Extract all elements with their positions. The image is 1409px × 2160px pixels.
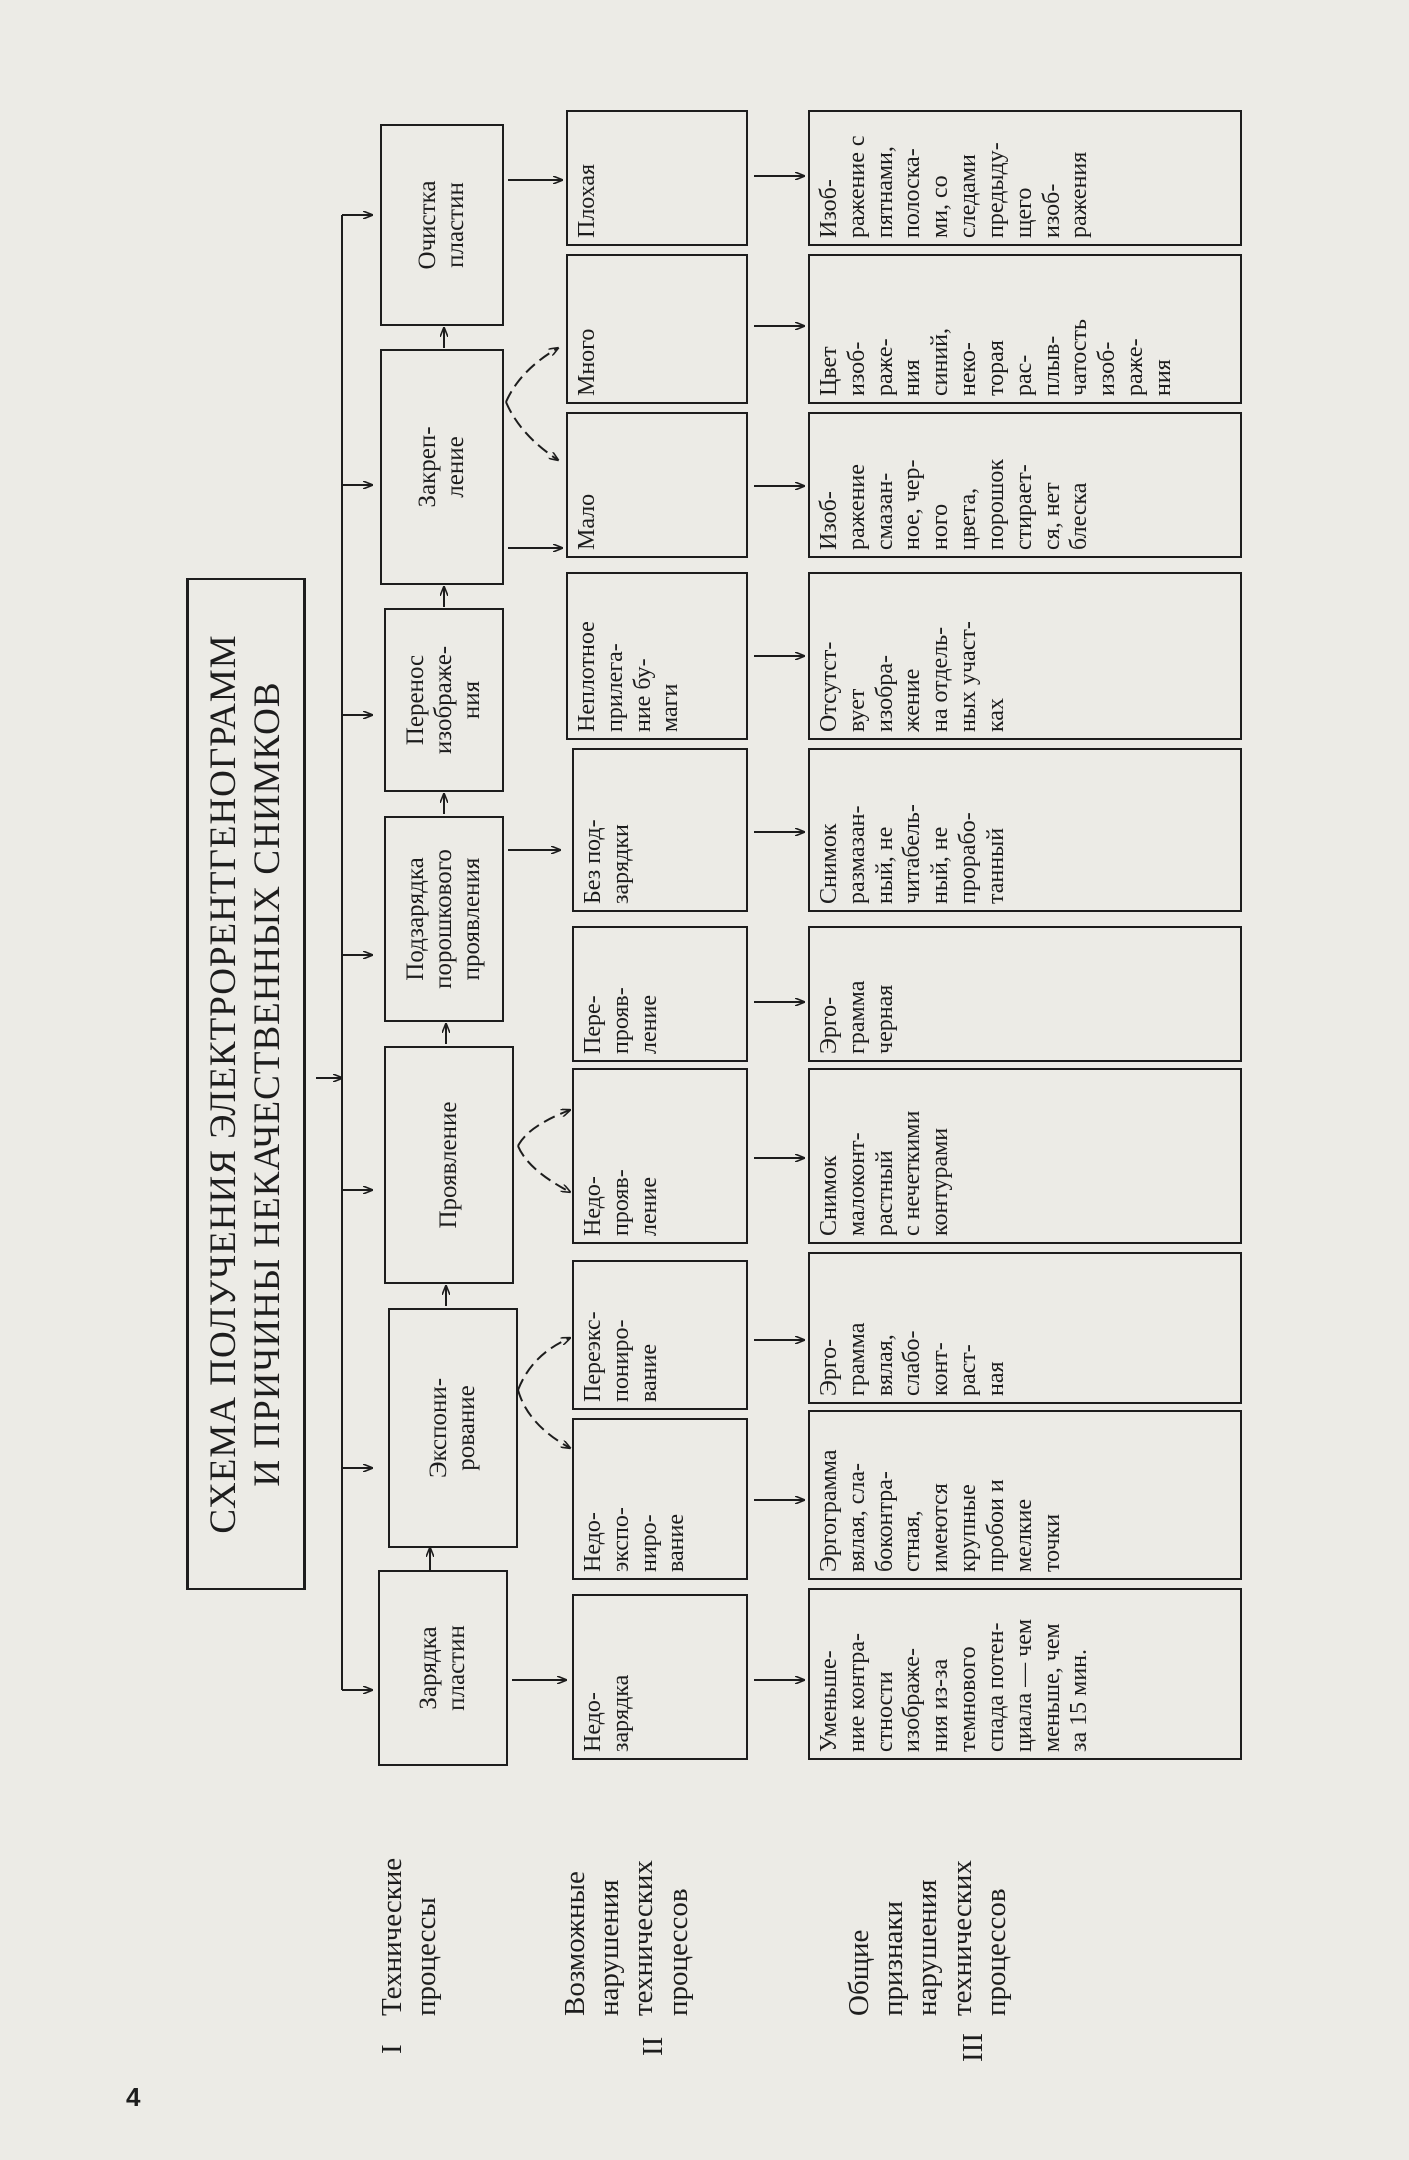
row-label-violations-text: Возможные нарушения технических процессов [559, 1860, 694, 2016]
violation-cell [566, 254, 748, 404]
process-box-development [384, 1046, 514, 1284]
sign-cell [808, 926, 1242, 1062]
process-box-transfer [384, 608, 504, 792]
violation-cell [572, 1260, 748, 1410]
sign-text: Изоб- ражение смазан- ное, чер- ного цвета, порошок стирает- ся, нет блеска [816, 459, 1093, 550]
process-label: Подзарядка порошкового проявления [402, 849, 485, 989]
sign-text: Изоб- ражение с пятнами, полоска- ми, со следами предыду- щего изоб- ражения [816, 135, 1093, 238]
process-box-exposure [388, 1308, 518, 1548]
violation-cell [572, 748, 748, 912]
row-numeral-3: III [957, 2033, 989, 2062]
violation-text: Недо- зарядка [580, 1674, 634, 1752]
row-numeral-2: II [637, 2036, 669, 2056]
process-label: Перенос изображе- ния [402, 645, 485, 755]
process-label: Зарядка пластин [415, 1625, 470, 1711]
sign-cell [808, 1410, 1242, 1580]
process-box-charging [378, 1570, 508, 1766]
violation-text: Без под- зарядки [580, 819, 634, 904]
process-box-fixing [380, 349, 504, 585]
violation-cell [572, 1594, 748, 1760]
violation-text: Переэкс- пониро- вание [580, 1311, 662, 1402]
row-label-violations [558, 1856, 695, 2056]
violation-text: Мало [574, 493, 600, 550]
row-label-signs-text: Общие признаки нарушения технических процессов [843, 1860, 1012, 2016]
violation-cell [566, 412, 748, 558]
sign-text: Уменьше- ние контра- стности изображе- ния из-за темнового спада потен- циала — чем меньше, чем за 15 мин. [816, 1618, 1093, 1752]
sign-text: Эрго- грамма черная [816, 980, 898, 1054]
violation-cell [572, 1418, 748, 1580]
violation-text: Недо- прояв- ление [580, 1169, 662, 1236]
process-box-recharge [384, 816, 504, 1022]
row-label-processes [375, 1857, 443, 2054]
violation-text: Пере- прояв- ление [580, 987, 662, 1054]
violation-text: Неплотное прилега- ние бу- маги [574, 621, 684, 732]
sign-text: Снимок размазан- ный, не читабель- ный, не прорабо- танный [816, 804, 1009, 904]
sign-cell [808, 1252, 1242, 1404]
page-number: 4 [126, 2082, 141, 2112]
title-line-1: СХЕМА ПОЛУЧЕНИЯ ЭЛЕКТРОРЕНТГЕНОГРАММ [202, 634, 244, 1534]
violation-cell [566, 110, 748, 246]
sign-text: Эргограмма вялая, сла- боконтра- стная, имеются крупные пробои и мелкие точки [816, 1449, 1065, 1572]
sign-cell [808, 748, 1242, 912]
sign-text: Цвет изоб- раже- ния синий, неко- торая рас- плыв- чатость изоб- раже- ния [816, 319, 1176, 396]
process-label: Закреп- ление [414, 426, 469, 508]
violation-cell [572, 926, 748, 1062]
row-label-signs [842, 1856, 1013, 2062]
sign-text: Эрго- грамма вялая, слабо- конт- раст- ная [816, 1322, 1009, 1396]
sign-text: Снимок малоконт- растный с нечеткими контурами [816, 1110, 954, 1236]
sign-cell [808, 254, 1242, 404]
process-label: Экспони- рование [425, 1377, 480, 1479]
violation-text: Много [574, 328, 600, 396]
title-line-2: И ПРИЧИНЫ НЕКАЧЕСТВЕННЫХ СНИМКОВ [247, 681, 288, 1487]
diagram-title [186, 578, 306, 1590]
sign-cell [808, 1068, 1242, 1244]
process-label: Очистка пластин [414, 180, 469, 270]
row-label-processes-text: Технические процессы [376, 1857, 443, 2016]
violation-text: Недо- экспо- ниро- вание [580, 1507, 690, 1572]
sign-cell [808, 110, 1242, 246]
sign-cell [808, 572, 1242, 740]
process-label: Проявление [435, 1101, 462, 1229]
violation-cell [572, 1068, 748, 1244]
sign-cell [808, 412, 1242, 558]
sign-text: Отсутст- вует изобра- жение на отдель- ных участ- ках [816, 621, 1009, 732]
sign-cell [808, 1588, 1242, 1760]
process-box-cleaning [380, 124, 504, 326]
violation-text: Плохая [574, 163, 600, 238]
row-numeral-1: I [376, 2044, 408, 2054]
violation-cell [566, 572, 748, 740]
